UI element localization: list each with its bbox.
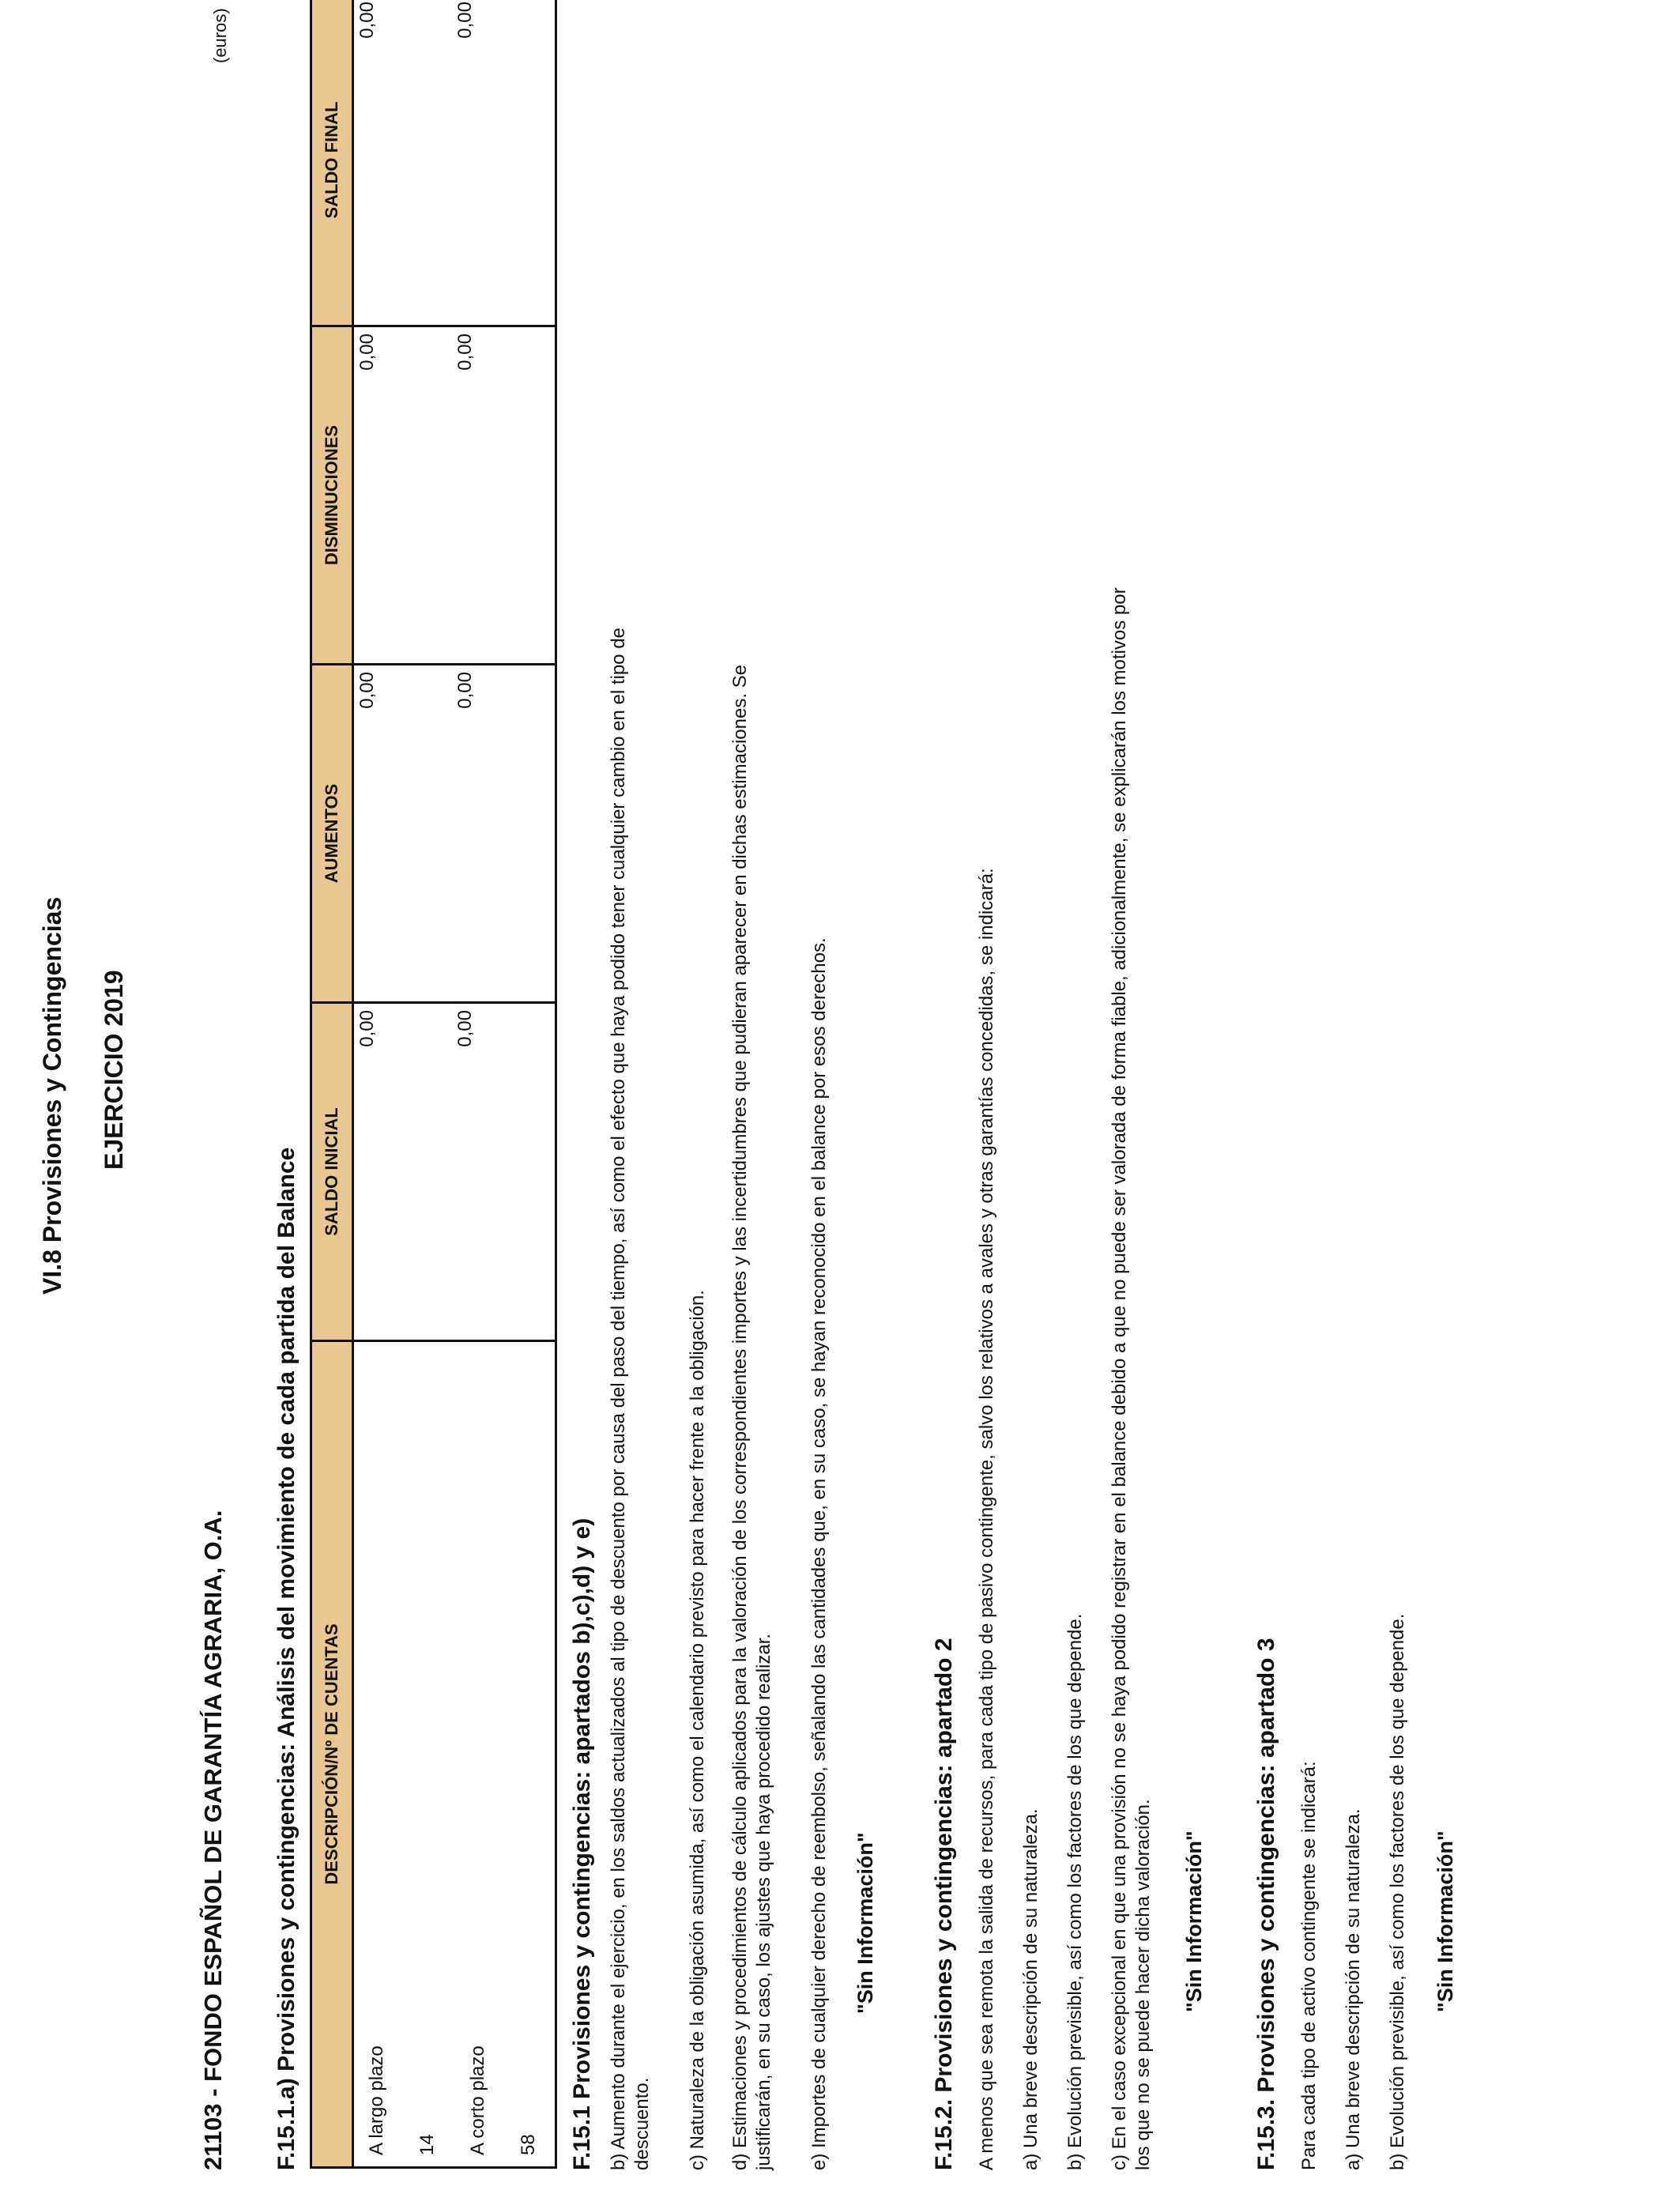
currency-note: (euros) — [210, 8, 230, 63]
saldo-final-value: 0,00 — [454, 2, 476, 39]
f151-b-line2: descuento. — [631, 2077, 653, 2170]
f151-no-info: "Sin Información" — [853, 1832, 877, 2014]
aumentos-value: 0,00 — [454, 672, 476, 709]
row-description: A corto plazo — [467, 2045, 488, 2155]
col-header-saldo-final: SALDO FINAL — [311, 0, 353, 326]
f152-c-line1: c) En el caso excepcional en que una provisión no se haya podido registrar en el balance debido a que no puede ser valorada de forma fiable, adicionalmente, se explicarán los motivos por — [1109, 587, 1130, 2170]
f151-b-line1: b) Aumento durante el ejercicio, en los saldos actualizados al tipo de descuento por causa del paso del tiempo, así como el efecto que haya podido tener cualquier cambio en el tipo de — [608, 628, 629, 2170]
saldo-inicial-value: 0,00 — [454, 1010, 476, 1047]
row-description: A largo plazo — [366, 2045, 387, 2155]
f152-heading: F.15.2. Provisiones y contingencias: apartado 2 — [931, 1638, 957, 2170]
disminuciones-value: 0,00 — [454, 334, 476, 371]
f151-d-line1: d) Estimaciones y procedimientos de cálculo aplicados para la valoración de los correspondientes importes y las incertidumbres que pudieran aparecer en dichas estimaciones. Se — [729, 664, 751, 2170]
f152-c-line2: los que no se puede hacer dicha valoración. — [1132, 1799, 1154, 2170]
f153-intro: Para cada tipo de activo contingente se indicará: — [1298, 1761, 1320, 2170]
f151-d-line2: justificarán, en su caso, los ajustes que haya procedido realizar. — [753, 1633, 774, 2170]
f152-b: b) Evolución previsible, así como los factores de los que depende. — [1064, 1613, 1086, 2170]
row-accounts: 58 — [518, 2134, 539, 2155]
f151-e: e) Importes de cualquier derecho de reembolso, señalando las cantidades que, en su caso, se hayan reconocido en el balance por esos derechos. — [808, 937, 830, 2170]
aumentos-cell — [353, 665, 556, 1003]
aumentos-value: 0,00 — [356, 672, 378, 709]
table-row — [353, 0, 556, 2168]
table-heading: F.15.1.a) Provisiones y contingencias: Análisis del movimiento de cada partida del Balance — [273, 1147, 299, 2170]
f151-c: c) Naturaleza de la obligación asumida, así como el calendario previsto para hacer frente a la obligación. — [687, 1290, 708, 2170]
disminuciones-cell — [353, 326, 556, 665]
f153-heading: F.15.3. Provisiones y contingencias: apartado 3 — [1253, 1638, 1279, 2170]
col-header-aumentos: AUMENTOS — [311, 665, 353, 1003]
saldo-inicial-cell — [353, 1003, 556, 1341]
saldo-final-value: 0,00 — [356, 2, 378, 39]
section-title: VI.8 Provisiones y Contingencias — [38, 896, 66, 1295]
description-cell — [353, 1341, 556, 2168]
f153-b: b) Evolución previsible, así como los factores de los que depende. — [1387, 1613, 1408, 2170]
f153-a: a) Una breve descripción de su naturaleza. — [1343, 1808, 1364, 2170]
col-header-description: DESCRIPCIÓN/Nº DE CUENTAS — [311, 1341, 353, 2168]
f152-no-info: "Sin Información" — [1182, 1830, 1206, 2012]
f153-no-info: "Sin Información" — [1433, 1830, 1457, 2012]
col-header-saldo-inicial: SALDO INICIAL — [311, 1003, 353, 1341]
movements-table — [310, 0, 557, 2169]
f152-intro: A menos que sea remota la salida de recursos, para cada tipo de pasivo contingente, salvo los relativos a avales y otras garantías concedidas, se indicará: — [976, 868, 997, 2170]
entity-name: 21103 - FONDO ESPAÑOL DE GARANTÍA AGRARIA, O.A. — [199, 1510, 227, 2170]
saldo-inicial-value: 0,00 — [356, 1010, 378, 1047]
col-header-disminuciones: DISMINUCIONES — [311, 326, 353, 665]
f151-heading: F.15.1 Provisiones y contingencias: apartados b),c),d) y e) — [569, 1517, 595, 2170]
row-accounts: 14 — [416, 2134, 438, 2155]
exercise-title: EJERCICIO 2019 — [100, 970, 128, 1170]
f152-a: a) Una breve descripción de su naturaleza. — [1020, 1808, 1042, 2170]
saldo-final-cell — [353, 0, 556, 326]
table-header-row — [311, 0, 353, 2168]
disminuciones-value: 0,00 — [356, 334, 378, 371]
